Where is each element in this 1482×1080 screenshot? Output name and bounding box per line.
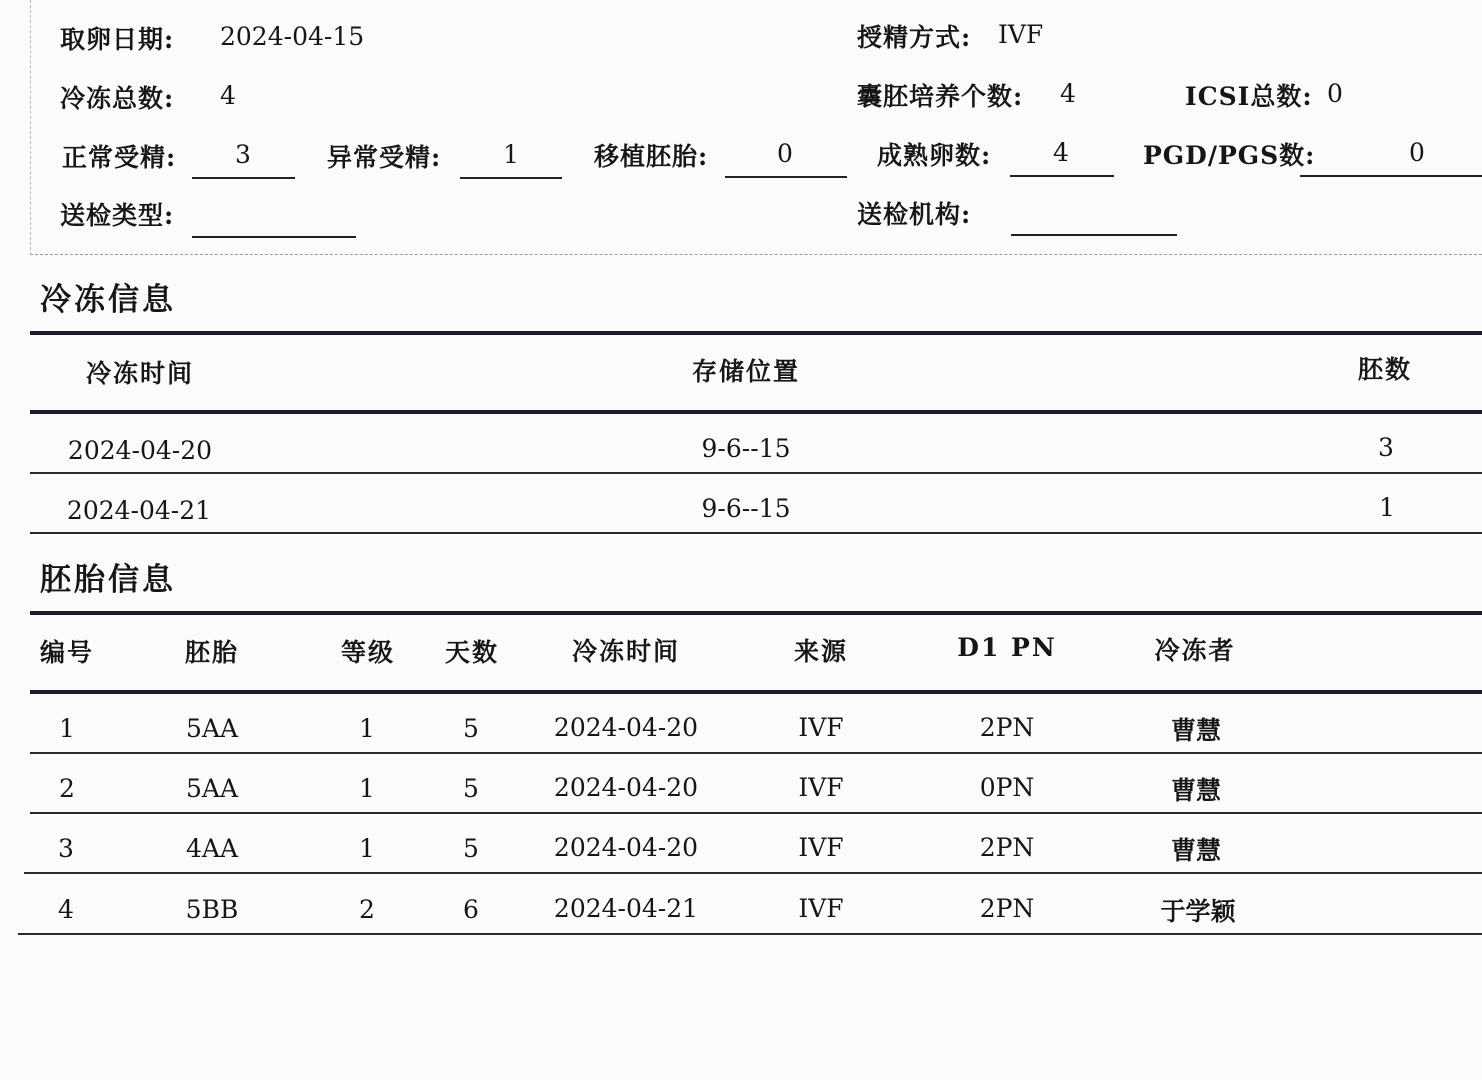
embryo-row-rule bbox=[18, 933, 1482, 935]
pgd-label: PGD/PGS数: bbox=[1143, 141, 1316, 170]
embryo-cell-id: 3 bbox=[58, 834, 74, 863]
embryo-header-days: 天数 bbox=[444, 638, 500, 667]
embryo-row-rule bbox=[24, 872, 1482, 874]
freeze-header-location: 存储位置 bbox=[691, 357, 801, 386]
freeze-cell-location: 9-6--15 bbox=[701, 494, 791, 523]
mature-underline bbox=[1010, 175, 1114, 177]
test-org-label: 送检机构: bbox=[857, 200, 972, 229]
embryo-cell-freezer: 于学颖 bbox=[1160, 897, 1236, 926]
retrieval-date-value: 2024-04-15 bbox=[220, 22, 365, 51]
test-org-underline bbox=[1011, 234, 1177, 236]
freeze-cell-location: 9-6--15 bbox=[701, 434, 791, 463]
embryo-header-grade: 等级 bbox=[340, 638, 396, 667]
embryo-cell-freeze-time: 2024-04-20 bbox=[553, 773, 699, 802]
icsi-label: ICSI总数: bbox=[1185, 82, 1313, 111]
freeze-header-bottom-rule bbox=[30, 410, 1482, 414]
embryo-header-top-rule bbox=[30, 611, 1482, 615]
blastocyst-label: 囊胚培养个数: bbox=[857, 82, 1024, 111]
embryo-cell-source: IVF bbox=[798, 713, 844, 742]
normal-fert-underline bbox=[192, 177, 295, 179]
embryo-cell-d1pn: 2PN bbox=[979, 894, 1035, 923]
freeze-header-top-rule bbox=[30, 331, 1482, 335]
transfer-value: 0 bbox=[777, 139, 793, 168]
freeze-header-time: 冷冻时间 bbox=[85, 359, 195, 388]
embryo-cell-id: 1 bbox=[59, 714, 75, 743]
embryo-cell-freezer: 曹慧 bbox=[1170, 836, 1222, 865]
frozen-total-value: 4 bbox=[220, 81, 236, 110]
freeze-cell-count: 3 bbox=[1378, 433, 1394, 462]
left-dashed-border bbox=[30, 0, 31, 255]
freeze-section-title: 冷冻信息 bbox=[40, 282, 176, 318]
test-type-underline bbox=[192, 236, 356, 238]
embryo-cell-grade: 1 bbox=[359, 834, 375, 863]
embryo-cell-days: 5 bbox=[463, 834, 479, 863]
embryo-cell-freezer: 曹慧 bbox=[1170, 716, 1222, 745]
mature-label: 成熟卵数: bbox=[877, 141, 992, 170]
embryo-header-freeze-time: 冷冻时间 bbox=[571, 637, 681, 666]
embryo-header-id: 编号 bbox=[40, 638, 95, 667]
embryo-cell-freeze-time: 2024-04-20 bbox=[553, 713, 699, 742]
embryo-cell-grade: 2 bbox=[359, 895, 375, 924]
retrieval-date-label: 取卵日期: bbox=[60, 25, 175, 54]
mature-value: 4 bbox=[1053, 138, 1069, 167]
embryo-cell-embryo: 5BB bbox=[185, 895, 239, 924]
embryo-section-title: 胚胎信息 bbox=[40, 562, 176, 598]
embryo-row-rule bbox=[30, 752, 1482, 754]
transfer-underline bbox=[725, 176, 847, 178]
embryo-cell-source: IVF bbox=[798, 773, 844, 802]
freeze-cell-count: 1 bbox=[1379, 493, 1395, 522]
embryo-row-rule bbox=[30, 812, 1482, 814]
embryo-cell-grade: 1 bbox=[359, 774, 375, 803]
embryo-cell-days: 5 bbox=[463, 714, 479, 743]
embryo-cell-source: IVF bbox=[798, 833, 844, 862]
embryo-header-source: 来源 bbox=[793, 637, 849, 666]
embryo-cell-days: 5 bbox=[463, 774, 479, 803]
pgd-underline bbox=[1300, 175, 1482, 177]
embryo-cell-source: IVF bbox=[798, 894, 844, 923]
freeze-cell-time: 2024-04-21 bbox=[66, 496, 212, 525]
pgd-value: 0 bbox=[1409, 138, 1425, 167]
test-type-label: 送检类型: bbox=[60, 201, 175, 230]
insemination-label: 授精方式: bbox=[857, 23, 972, 52]
embryo-cell-embryo: 4AA bbox=[185, 834, 239, 863]
embryo-cell-embryo: 5AA bbox=[185, 774, 239, 803]
abnormal-fert-value: 1 bbox=[503, 140, 519, 169]
embryo-cell-embryo: 5AA bbox=[185, 714, 239, 743]
embryo-cell-freeze-time: 2024-04-20 bbox=[553, 833, 699, 862]
icsi-value: 0 bbox=[1327, 79, 1343, 108]
embryo-header-embryo: 胚胎 bbox=[184, 638, 240, 667]
blastocyst-value: 4 bbox=[1060, 79, 1076, 108]
freeze-cell-time: 2024-04-20 bbox=[67, 436, 213, 465]
abnormal-fert-label: 异常受精: bbox=[327, 143, 442, 172]
embryo-header-d1pn: D1 PN bbox=[957, 633, 1057, 662]
freeze-header-count: 胚数 bbox=[1357, 355, 1413, 384]
abnormal-fert-underline bbox=[460, 177, 562, 179]
transfer-label: 移植胚胎: bbox=[594, 142, 709, 171]
embryo-cell-id: 2 bbox=[59, 774, 75, 803]
embryo-cell-freezer: 曹慧 bbox=[1170, 776, 1222, 805]
embryo-cell-id: 4 bbox=[58, 895, 74, 924]
normal-fert-value: 3 bbox=[235, 140, 251, 169]
embryo-cell-grade: 1 bbox=[359, 714, 375, 743]
embryo-cell-d1pn: 0PN bbox=[979, 773, 1035, 802]
frozen-total-label: 冷冻总数: bbox=[60, 84, 175, 113]
embryo-header-bottom-rule bbox=[30, 690, 1482, 694]
insemination-value: IVF bbox=[998, 20, 1044, 49]
embryo-cell-freeze-time: 2024-04-21 bbox=[553, 894, 699, 923]
freeze-row-rule bbox=[30, 472, 1482, 474]
normal-fert-label: 正常受精: bbox=[62, 143, 177, 172]
embryo-cell-days: 6 bbox=[463, 895, 479, 924]
freeze-row-rule bbox=[30, 532, 1482, 534]
embryo-cell-d1pn: 2PN bbox=[979, 713, 1035, 742]
embryo-cell-d1pn: 2PN bbox=[979, 833, 1035, 862]
embryo-header-freezer: 冷冻者 bbox=[1154, 636, 1236, 665]
section-divider bbox=[30, 254, 1482, 255]
